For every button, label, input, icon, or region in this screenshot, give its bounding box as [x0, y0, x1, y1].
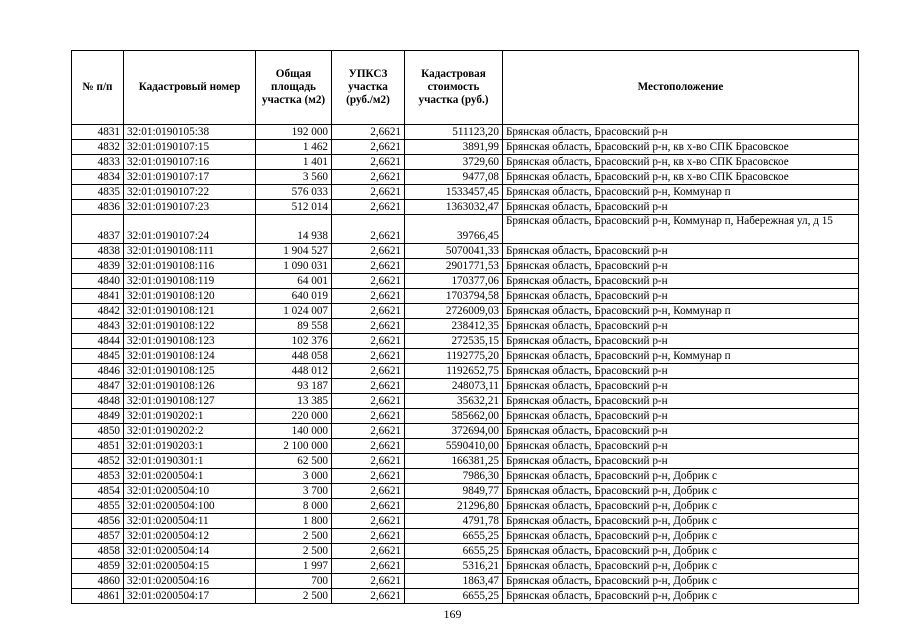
row-number: 4846 [72, 364, 124, 379]
cadastral-number: 32:01:0200504:1 [124, 469, 256, 484]
table-row [72, 409, 859, 424]
row-number: 4838 [72, 244, 124, 259]
table-row [72, 274, 859, 289]
upkcz-value: 2,6621 [332, 349, 405, 364]
cadastral-number: 32:01:0190108:127 [124, 394, 256, 409]
cost-value: 39766,45 [405, 215, 503, 244]
location-text: Брянская область, Брасовский р-н, Добрик с [503, 574, 859, 589]
cadastral-number: 32:01:0190107:17 [124, 170, 256, 185]
cadastral-number: 32:01:0190203:1 [124, 439, 256, 454]
area-value: 13 385 [256, 394, 332, 409]
header-upkcz: УПКСЗ участка (руб./м2) [332, 51, 405, 125]
upkcz-value: 2,6621 [332, 544, 405, 559]
table-row [72, 499, 859, 514]
cadastral-number: 32:01:0190108:124 [124, 349, 256, 364]
upkcz-value: 2,6621 [332, 364, 405, 379]
cost-value: 1703794,58 [405, 289, 503, 304]
row-number: 4847 [72, 379, 124, 394]
table-row [72, 574, 859, 589]
area-value: 1 904 527 [256, 244, 332, 259]
row-number: 4851 [72, 439, 124, 454]
cost-value: 2901771,53 [405, 259, 503, 274]
location-text: Брянская область, Брасовский р-н, Коммунар п [503, 304, 859, 319]
table-row [72, 514, 859, 529]
area-value: 448 012 [256, 364, 332, 379]
upkcz-value: 2,6621 [332, 469, 405, 484]
cost-value: 166381,25 [405, 454, 503, 469]
cost-value: 6655,25 [405, 589, 503, 604]
table-row [72, 304, 859, 319]
location-text: Брянская область, Брасовский р-н, Коммунар п [503, 349, 859, 364]
table-row [72, 544, 859, 559]
upkcz-value: 2,6621 [332, 140, 405, 155]
cadastral-number: 32:01:0200504:11 [124, 514, 256, 529]
cost-value: 585662,00 [405, 409, 503, 424]
upkcz-value: 2,6621 [332, 319, 405, 334]
row-number: 4836 [72, 200, 124, 215]
header-cadastral-number: Кадастровый номер [124, 51, 256, 125]
cadastral-number: 32:01:0200504:17 [124, 589, 256, 604]
area-value: 14 938 [256, 215, 332, 244]
row-number: 4843 [72, 319, 124, 334]
table-row [72, 469, 859, 484]
upkcz-value: 2,6621 [332, 394, 405, 409]
upkcz-value: 2,6621 [332, 259, 405, 274]
cadastral-number: 32:01:0200504:15 [124, 559, 256, 574]
cost-value: 1192652,75 [405, 364, 503, 379]
upkcz-value: 2,6621 [332, 200, 405, 215]
cadastral-number: 32:01:0200504:12 [124, 529, 256, 544]
area-value: 576 033 [256, 185, 332, 200]
cost-value: 272535,15 [405, 334, 503, 349]
location-text: Брянская область, Брасовский р-н, Добрик с [503, 484, 859, 499]
area-value: 1 997 [256, 559, 332, 574]
cadastral-number: 32:01:0190202:1 [124, 409, 256, 424]
upkcz-value: 2,6621 [332, 334, 405, 349]
row-number: 4856 [72, 514, 124, 529]
row-number: 4854 [72, 484, 124, 499]
table-row [72, 529, 859, 544]
location-text: Брянская область, Брасовский р-н [503, 200, 859, 215]
row-number: 4845 [72, 349, 124, 364]
cadastral-number: 32:01:0190108:119 [124, 274, 256, 289]
location-text: Брянская область, Брасовский р-н [503, 244, 859, 259]
table-row [72, 334, 859, 349]
row-number: 4837 [72, 215, 124, 244]
row-number: 4849 [72, 409, 124, 424]
cadastral-number: 32:01:0200504:100 [124, 499, 256, 514]
cost-value: 511123,20 [405, 125, 503, 140]
area-value: 1 090 031 [256, 259, 332, 274]
cost-value: 1533457,45 [405, 185, 503, 200]
row-number: 4839 [72, 259, 124, 274]
table-row [72, 215, 859, 244]
cadastral-table [71, 50, 859, 604]
table-row [72, 155, 859, 170]
table-row [72, 125, 859, 140]
table-row [72, 439, 859, 454]
cadastral-number: 32:01:0190105:38 [124, 125, 256, 140]
table-row [72, 259, 859, 274]
cost-value: 248073,11 [405, 379, 503, 394]
cost-value: 3891,99 [405, 140, 503, 155]
area-value: 2 500 [256, 589, 332, 604]
upkcz-value: 2,6621 [332, 185, 405, 200]
header-cadastral-cost: Кадастровая стоимость участка (руб.) [405, 51, 503, 125]
table-row [72, 170, 859, 185]
area-value: 512 014 [256, 200, 332, 215]
cost-value: 5070041,33 [405, 244, 503, 259]
table-row [72, 244, 859, 259]
table-row [72, 484, 859, 499]
cost-value: 7986,30 [405, 469, 503, 484]
table-row [72, 394, 859, 409]
cadastral-number: 32:01:0190107:16 [124, 155, 256, 170]
table-row [72, 364, 859, 379]
upkcz-value: 2,6621 [332, 529, 405, 544]
table-row [72, 559, 859, 574]
area-value: 2 500 [256, 544, 332, 559]
upkcz-value: 2,6621 [332, 289, 405, 304]
area-value: 448 058 [256, 349, 332, 364]
location-text: Брянская область, Брасовский р-н, Добрик с [503, 544, 859, 559]
table-body [72, 125, 859, 604]
location-text: Брянская область, Брасовский р-н, Коммунар п [503, 185, 859, 200]
cost-value: 9849,77 [405, 484, 503, 499]
table-row [72, 379, 859, 394]
area-value: 102 376 [256, 334, 332, 349]
area-value: 8 000 [256, 499, 332, 514]
location-text: Брянская область, Брасовский р-н, Добрик с [503, 499, 859, 514]
location-text: Брянская область, Брасовский р-н [503, 319, 859, 334]
cadastral-number: 32:01:0200504:10 [124, 484, 256, 499]
cadastral-number: 32:01:0200504:14 [124, 544, 256, 559]
location-text: Брянская область, Брасовский р-н, Добрик с [503, 469, 859, 484]
row-number: 4842 [72, 304, 124, 319]
row-number: 4831 [72, 125, 124, 140]
header-row [72, 51, 859, 125]
area-value: 3 560 [256, 170, 332, 185]
row-number: 4858 [72, 544, 124, 559]
row-number: 4841 [72, 289, 124, 304]
cadastral-number: 32:01:0190108:121 [124, 304, 256, 319]
location-text: Брянская область, Брасовский р-н [503, 259, 859, 274]
row-number: 4833 [72, 155, 124, 170]
upkcz-value: 2,6621 [332, 574, 405, 589]
row-number: 4844 [72, 334, 124, 349]
cost-value: 1863,47 [405, 574, 503, 589]
location-text: Брянская область, Брасовский р-н [503, 409, 859, 424]
upkcz-value: 2,6621 [332, 559, 405, 574]
location-text: Брянская область, Брасовский р-н, кв х-во СПК Брасовское [503, 155, 859, 170]
area-value: 192 000 [256, 125, 332, 140]
table-row [72, 349, 859, 364]
table-row [72, 424, 859, 439]
cost-value: 21296,80 [405, 499, 503, 514]
table-row [72, 289, 859, 304]
row-number: 4859 [72, 559, 124, 574]
row-number: 4835 [72, 185, 124, 200]
area-value: 3 000 [256, 469, 332, 484]
cost-value: 3729,60 [405, 155, 503, 170]
cadastral-number: 32:01:0190301:1 [124, 454, 256, 469]
upkcz-value: 2,6621 [332, 439, 405, 454]
cost-value: 170377,06 [405, 274, 503, 289]
row-number: 4860 [72, 574, 124, 589]
area-value: 3 700 [256, 484, 332, 499]
row-number: 4848 [72, 394, 124, 409]
area-value: 2 100 000 [256, 439, 332, 454]
area-value: 64 001 [256, 274, 332, 289]
table-row [72, 589, 859, 604]
cost-value: 1363032,47 [405, 200, 503, 215]
cost-value: 372694,00 [405, 424, 503, 439]
location-text: Брянская область, Брасовский р-н [503, 439, 859, 454]
cadastral-number: 32:01:0200504:16 [124, 574, 256, 589]
cadastral-number: 32:01:0190107:23 [124, 200, 256, 215]
area-value: 1 401 [256, 155, 332, 170]
area-value: 1 024 007 [256, 304, 332, 319]
cost-value: 238412,35 [405, 319, 503, 334]
row-number: 4840 [72, 274, 124, 289]
table-row [72, 185, 859, 200]
upkcz-value: 2,6621 [332, 170, 405, 185]
upkcz-value: 2,6621 [332, 125, 405, 140]
row-number: 4834 [72, 170, 124, 185]
location-text: Брянская область, Брасовский р-н, Добрик с [503, 559, 859, 574]
header-no: № п/п [72, 51, 124, 125]
cost-value: 4791,78 [405, 514, 503, 529]
cost-value: 9477,08 [405, 170, 503, 185]
cadastral-number: 32:01:0190107:15 [124, 140, 256, 155]
area-value: 700 [256, 574, 332, 589]
cadastral-number: 32:01:0190108:122 [124, 319, 256, 334]
row-number: 4861 [72, 589, 124, 604]
upkcz-value: 2,6621 [332, 409, 405, 424]
row-number: 4850 [72, 424, 124, 439]
area-value: 93 187 [256, 379, 332, 394]
cost-value: 2726009,03 [405, 304, 503, 319]
area-value: 1 800 [256, 514, 332, 529]
cost-value: 5590410,00 [405, 439, 503, 454]
upkcz-value: 2,6621 [332, 454, 405, 469]
cadastral-number: 32:01:0190108:125 [124, 364, 256, 379]
upkcz-value: 2,6621 [332, 424, 405, 439]
area-value: 89 558 [256, 319, 332, 334]
location-text: Брянская область, Брасовский р-н, Добрик с [503, 529, 859, 544]
location-text: Брянская область, Брасовский р-н, кв х-во СПК Брасовское [503, 170, 859, 185]
row-number: 4853 [72, 469, 124, 484]
upkcz-value: 2,6621 [332, 589, 405, 604]
header-location: Местоположение [503, 51, 859, 125]
table-row [72, 454, 859, 469]
location-text: Брянская область, Брасовский р-н [503, 289, 859, 304]
location-text: Брянская область, Брасовский р-н [503, 334, 859, 349]
cadastral-number: 32:01:0190108:120 [124, 289, 256, 304]
cadastral-number: 32:01:0190108:123 [124, 334, 256, 349]
area-value: 640 019 [256, 289, 332, 304]
area-value: 220 000 [256, 409, 332, 424]
upkcz-value: 2,6621 [332, 244, 405, 259]
upkcz-value: 2,6621 [332, 514, 405, 529]
cost-value: 35632,21 [405, 394, 503, 409]
table-row [72, 319, 859, 334]
cost-value: 6655,25 [405, 529, 503, 544]
location-text: Брянская область, Брасовский р-н [503, 379, 859, 394]
upkcz-value: 2,6621 [332, 304, 405, 319]
area-value: 62 500 [256, 454, 332, 469]
table-row [72, 140, 859, 155]
row-number: 4855 [72, 499, 124, 514]
upkcz-value: 2,6621 [332, 215, 405, 244]
location-text: Брянская область, Брасовский р-н, Коммунар п, Набережная ул, д 15 [503, 215, 859, 244]
cadastral-number: 32:01:0190108:111 [124, 244, 256, 259]
area-value: 1 462 [256, 140, 332, 155]
cost-value: 5316,21 [405, 559, 503, 574]
location-text: Брянская область, Брасовский р-н [503, 424, 859, 439]
location-text: Брянская область, Брасовский р-н, кв х-во СПК Брасовское [503, 140, 859, 155]
cadastral-number: 32:01:0190202:2 [124, 424, 256, 439]
upkcz-value: 2,6621 [332, 379, 405, 394]
location-text: Брянская область, Брасовский р-н [503, 394, 859, 409]
area-value: 2 500 [256, 529, 332, 544]
table-row [72, 200, 859, 215]
cadastral-number: 32:01:0190107:24 [124, 215, 256, 244]
upkcz-value: 2,6621 [332, 484, 405, 499]
location-text: Брянская область, Брасовский р-н [503, 274, 859, 289]
location-text: Брянская область, Брасовский р-н [503, 364, 859, 379]
location-text: Брянская область, Брасовский р-н, Добрик с [503, 589, 859, 604]
row-number: 4852 [72, 454, 124, 469]
cadastral-number: 32:01:0190108:116 [124, 259, 256, 274]
header-area: Общая площадь участка (м2) [256, 51, 332, 125]
row-number: 4857 [72, 529, 124, 544]
cadastral-number: 32:01:0190107:22 [124, 185, 256, 200]
location-text: Брянская область, Брасовский р-н [503, 454, 859, 469]
area-value: 140 000 [256, 424, 332, 439]
location-text: Брянская область, Брасовский р-н, Добрик с [503, 514, 859, 529]
cost-value: 1192775,20 [405, 349, 503, 364]
upkcz-value: 2,6621 [332, 499, 405, 514]
page-number: 169 [443, 607, 462, 621]
upkcz-value: 2,6621 [332, 155, 405, 170]
upkcz-value: 2,6621 [332, 274, 405, 289]
cost-value: 6655,25 [405, 544, 503, 559]
cadastral-number: 32:01:0190108:126 [124, 379, 256, 394]
location-text: Брянская область, Брасовский р-н [503, 125, 859, 140]
row-number: 4832 [72, 140, 124, 155]
